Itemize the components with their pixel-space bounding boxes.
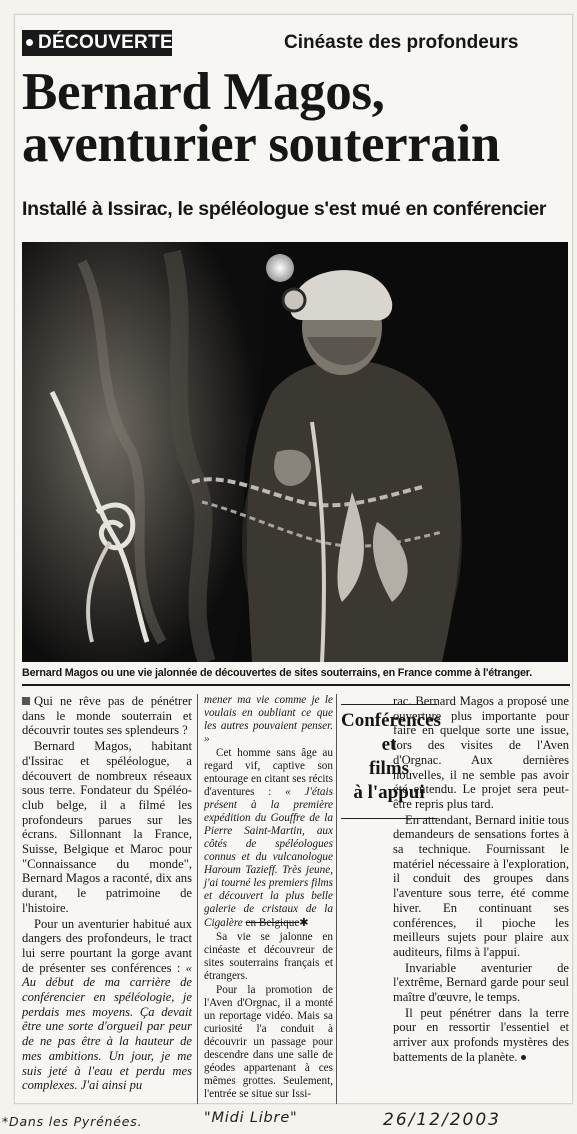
quote-continuation: mener ma vie comme je le voulais en oubliant ce que les autres pouvaient penser. »	[204, 694, 333, 745]
column-divider	[336, 694, 337, 1104]
rubric: Cinéaste des profondeurs	[284, 32, 519, 53]
paragraph: rac. Bernard Magos a proposé une ouverture plus importante pour faire en quelque sorte une issue, lors des visites de l'Aven d'Orgnac. Aux dernières nouvelles, il ne semble pas avoir été entendu. Le projet sera peut-être repris plus tard.	[393, 694, 569, 811]
header-band	[22, 30, 562, 56]
caver-photo-illustration	[22, 242, 568, 662]
column-divider	[197, 694, 198, 1104]
article-column-2	[204, 694, 333, 1101]
article-column-1	[22, 694, 192, 1093]
closing-paragraph: Il peut pénétrer dans la terre pour en ressortir l'essentiel et arriver aux profonds mystères des battements de la planète.	[393, 1005, 569, 1064]
article-column-3	[393, 694, 569, 1065]
headline-line-2: aventurier souterrain	[22, 115, 500, 173]
paragraph: Pour un aventurier habitué aux dangers des profondeurs, le tract lui serre pourtant la gorge avant de présenter ses conférences : « Au début de ma carrière de conférencier en spéléologie, je perdais mes moyens. Ça devait être une sorte d'orgueil par peur de ne pas être à la hauteur de mes ambitions. Un jour, je me suis jeté à l'eau et perdu mes complexes. J'ai ainsi pu	[22, 916, 192, 1093]
handwritten-note: *Dans les Pyrénées.	[2, 1114, 143, 1129]
caption-divider	[22, 684, 570, 686]
pull-box-line: à l'appui	[353, 782, 425, 803]
kicker-bullet	[26, 39, 33, 46]
paragraph: Sa vie se jalonne en cinéaste et découvreur de sites souterrains français et étrangers.	[204, 930, 333, 982]
headline-line-1: Bernard Magos,	[22, 63, 385, 121]
section-kicker	[22, 30, 172, 56]
intro-paragraph: Qui ne rêve pas de pénétrer dans le monde souterrain et découvrir toutes ses splendeurs ?	[22, 694, 192, 738]
paragraph: Bernard Magos, habitant d'Issirac et spéléologue, a découvert de nombreux réseaux sous terre. Fondateur du Spéléo-club belge, il a filmé les profondeurs parues sur les écrans. Sillonnant la France, Suisse, Belgique et Maroc pour "Connaissance du monde", Bernard Magos a raconté, dix ans durant, le patrimoine de l'histoire.	[22, 739, 192, 915]
end-bullet-icon	[521, 1055, 526, 1060]
article-photo	[22, 242, 568, 662]
paragraph-square-icon	[22, 697, 30, 705]
pull-box-line: films	[368, 758, 410, 779]
kicker-label: DÉCOUVERTE	[38, 32, 173, 53]
headline	[22, 63, 570, 173]
pull-box-line: et	[381, 734, 397, 755]
handwritten-asterisk-icon: ✱	[299, 915, 309, 929]
pull-box-line: Conférences	[341, 710, 441, 731]
photo-caption: Bernard Magos ou une vie jalonnée de découvertes de sites souterrains, en France comme à l'étranger.	[22, 667, 532, 679]
paragraph: Invariable aventurier de l'extrême, Bernard garde pour seul maître d'œuvre, le temps.	[393, 960, 569, 1005]
paragraph: Cet homme sans âge au regard vif, captive son entourage en citant ses récits d'aventures : « J'étais présent à la première expédition du Gouffre de la Pierre Saint-Martin, aux côtés de spéléologues connus et du vulcanologue Haroum Tazieff. Très jeune, j'ai tourné les premiers films et découvert la plus belle galerie de cristaux de la Cigalère en Belgique✱	[204, 746, 333, 929]
subheadline: Installé à Issirac, le spéléologue s'est mué en conférencier	[22, 198, 547, 220]
paragraph: Pour la promotion de l'Aven d'Orgnac, il a monté un reportage vidéo. Mais sa curiosité l'a conduit à découvrir un passage pour descendre dans une salle de géodes appartenant à ces mêmes grottes. Seulement, l'entrée se situe sur Issi-	[204, 983, 333, 1100]
handwritten-date: 26/12/2003	[383, 1110, 501, 1130]
handwritten-source: "Midi Libre"	[204, 1110, 298, 1126]
struck-text: en Belgique	[245, 916, 300, 929]
paragraph: En attendant, Bernard initie tous demandeurs de sensations fortes à sa technique. Fournissant le matériel nécessaire à l'exploration, il conduit des groupes dans l'aventure sous terre, été comme hiver. En continuant ses conférences, il pioche les meilleurs sujets pour plaire aux auditeurs, films à l'appui.	[393, 812, 569, 959]
